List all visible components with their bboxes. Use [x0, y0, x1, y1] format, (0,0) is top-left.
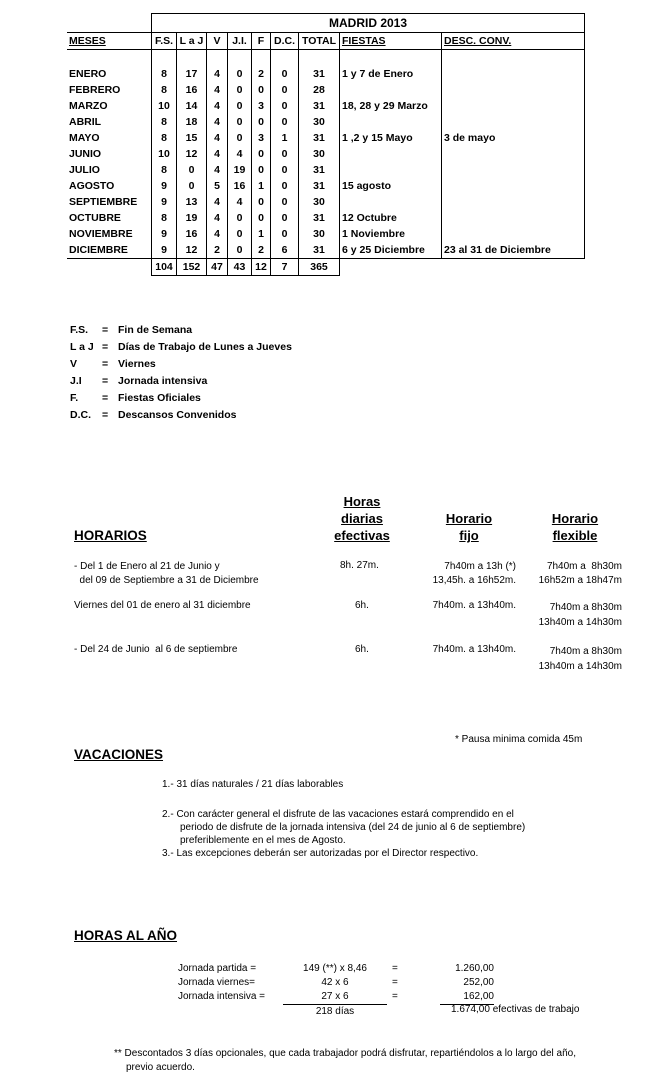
cell-month: MARZO [69, 100, 108, 112]
legend [70, 322, 370, 426]
cell-ji: 19 [228, 162, 252, 178]
cell-dc: 0 [271, 146, 299, 162]
total-ji: 43 [228, 259, 252, 276]
legend-eq: = [102, 324, 109, 336]
cell-total: 31 [299, 162, 340, 178]
cell-fiestas [340, 146, 442, 162]
horario-row-fijo [420, 600, 516, 611]
header-months: MESES [67, 33, 152, 50]
vacaciones-title: VACACIONES [74, 747, 164, 762]
horario-row-period [74, 644, 237, 655]
fijo-line: 7h40m. a 13h40m. [432, 600, 516, 611]
cell-f: 2 [252, 66, 271, 82]
cell-ji: 0 [228, 130, 252, 146]
fijo-line: 7h40m a 13h (*) [444, 561, 516, 572]
horas-eq: = [392, 977, 398, 988]
footnote-line: ** Descontados 3 días opcionales, que cada trabajador podrá disfrutar, repartiéndolos a lo largo del año, [114, 1048, 576, 1059]
legend-key: F.S. [70, 324, 89, 336]
cell-desc: 23 al 31 de Diciembre [442, 242, 585, 259]
calendar-row [67, 114, 585, 130]
cell-ji: 0 [228, 98, 252, 114]
cell-fiestas [340, 82, 442, 98]
cell-ji: 0 [228, 82, 252, 98]
horario-row-fijo [420, 644, 516, 655]
header-horas [322, 493, 402, 544]
calendar-row [67, 210, 585, 226]
cell-ji: 4 [228, 194, 252, 210]
cell-month: AGOSTO [69, 180, 115, 192]
cell-month: SEPTIEMBRE [69, 196, 138, 208]
cell-ji: 16 [228, 178, 252, 194]
legend-key: J.I [70, 375, 82, 387]
horas-values [440, 962, 494, 1005]
cell-dc: 1 [271, 130, 299, 146]
horario-row-fijo [420, 560, 516, 588]
legend-eq: = [102, 358, 109, 370]
cell-fs: 8 [152, 114, 177, 130]
legend-item [70, 322, 370, 339]
horas-total-value: 1.674,00 efectivas de trabajo [451, 1004, 580, 1015]
cell-v: 4 [207, 82, 228, 98]
cell-total: 30 [299, 226, 340, 242]
legend-key: V [70, 358, 78, 370]
header-horas-line: efectivas [334, 528, 390, 543]
horario-row-horas: 8h. 27m. [340, 560, 379, 571]
cell-laj: 16 [177, 82, 207, 98]
calendar-row [67, 194, 585, 210]
legend-item [70, 407, 370, 424]
horas-label: Jornada partida = [178, 963, 257, 974]
header-dc: D.C. [271, 33, 299, 50]
cell-desc: 3 de mayo [442, 130, 585, 146]
period-line: Viernes del 01 de enero al 31 diciembre [74, 600, 251, 611]
cell-fiestas: 6 y 25 Diciembre [340, 242, 442, 259]
calendar-row [67, 82, 585, 98]
flexible-line: 7h40m a 8h30m [549, 602, 622, 613]
legend-value: Días de Trabajo de Lunes a Jueves [118, 341, 292, 353]
cell-ji: 4 [228, 146, 252, 162]
cell-desc [442, 162, 585, 178]
flexible-line: 16h52m a 18h47m [538, 575, 622, 586]
cell-v: 4 [207, 226, 228, 242]
cell-v: 4 [207, 146, 228, 162]
vacaciones-line: 2.- Con carácter general el disfrute de las vacaciones estará comprendido en el [162, 809, 514, 820]
horas-eq: = [392, 991, 398, 1002]
header-flexible [535, 510, 615, 544]
cell-laj: 17 [177, 66, 207, 82]
horas-calcs [283, 962, 387, 1019]
cell-total: 31 [299, 178, 340, 194]
cell-laj: 0 [177, 178, 207, 194]
cell-total: 31 [299, 98, 340, 114]
cell-total: 31 [299, 66, 340, 82]
pausa-note: * Pausa minima comida 45m [455, 734, 583, 745]
footnote-line: previo acuerdo. [126, 1062, 195, 1073]
period-line: - Del 24 de Junio al 6 de septiembre [74, 644, 238, 655]
cell-laj: 16 [177, 226, 207, 242]
cell-month: OCTUBRE [69, 212, 121, 224]
cell-laj: 13 [177, 194, 207, 210]
legend-value: Fin de Semana [118, 324, 193, 336]
legend-key: L a J [70, 341, 94, 353]
cell-dc: 0 [271, 66, 299, 82]
cell-fs: 9 [152, 194, 177, 210]
cell-f: 3 [252, 130, 271, 146]
cell-fs: 8 [152, 66, 177, 82]
horario-row-flexible [528, 644, 622, 674]
flexible-line: 7h40m a 8h30m [546, 561, 622, 572]
cell-fs: 9 [152, 242, 177, 259]
cell-f: 0 [252, 146, 271, 162]
cell-ji: 0 [228, 114, 252, 130]
cell-f: 0 [252, 194, 271, 210]
total-total: 365 [299, 259, 340, 276]
vacaciones-line: preferiblemente en el mes de Agosto. [180, 835, 346, 846]
cell-laj: 12 [177, 146, 207, 162]
header-fijo-line: fijo [459, 528, 479, 543]
flexible-line: 7h40m a 8h30m [549, 646, 622, 657]
total-laj: 152 [177, 259, 207, 276]
horas-eqs [392, 962, 398, 1004]
horas-total-days: 218 días [315, 1006, 355, 1017]
cell-dc: 0 [271, 162, 299, 178]
cell-desc [442, 146, 585, 162]
cell-dc: 0 [271, 210, 299, 226]
cell-ji: 0 [228, 210, 252, 226]
horas-label: Jornada viernes= [178, 977, 255, 988]
flexible-line: 13h40m a 14h30m [538, 661, 622, 672]
cell-fiestas [340, 114, 442, 130]
cell-f: 3 [252, 98, 271, 114]
horas-value: 1.260,00 [455, 963, 494, 974]
vacaciones-line: 3.- Las excepciones deberán ser autorizadas por el Director respectivo. [162, 848, 479, 859]
horario-row-period [74, 600, 251, 611]
cell-dc: 0 [271, 194, 299, 210]
calendar-row [67, 242, 585, 259]
cell-month: JULIO [69, 164, 100, 176]
vacaciones-item-3 [162, 848, 478, 859]
calendar-row [67, 98, 585, 114]
horas-label: Jornada intensiva = [178, 991, 266, 1002]
cell-dc: 0 [271, 82, 299, 98]
horario-row-horas: 6h. [355, 644, 369, 655]
header-fiestas: FIESTAS [340, 33, 442, 50]
cell-desc [442, 98, 585, 114]
cell-f: 0 [252, 210, 271, 226]
cell-fiestas: 15 agosto [340, 178, 442, 194]
legend-item [70, 373, 370, 390]
cell-v: 5 [207, 178, 228, 194]
vacaciones-line: 1.- 31 días naturales / 21 días laborables [162, 779, 344, 790]
header-horas-line: Horas [343, 494, 381, 509]
header-fs: F.S. [152, 33, 177, 50]
horario-row-period [74, 560, 259, 588]
cell-v: 4 [207, 114, 228, 130]
period-line: - Del 1 de Enero al 21 de Junio y [74, 561, 220, 572]
cell-v: 2 [207, 242, 228, 259]
cell-total: 30 [299, 114, 340, 130]
total-v: 47 [207, 259, 228, 276]
legend-eq: = [102, 409, 109, 421]
cell-f: 1 [252, 226, 271, 242]
cell-f: 0 [252, 162, 271, 178]
calendar-row [67, 162, 585, 178]
flexible-line: 13h40m a 14h30m [538, 617, 622, 628]
legend-key: F. [70, 392, 79, 404]
horas-eq: = [392, 963, 398, 974]
header-horas-line: diarias [341, 511, 383, 526]
vacaciones-item-2 [162, 808, 525, 847]
cell-dc: 6 [271, 242, 299, 259]
cell-desc [442, 194, 585, 210]
cell-fiestas: 12 Octubre [340, 210, 442, 226]
horas-value: 252,00 [463, 977, 494, 988]
fijo-line: 7h40m. a 13h40m. [432, 644, 516, 655]
footnote [114, 1047, 576, 1075]
cell-month: ENERO [69, 68, 107, 80]
period-line: del 09 de Septiembre a 31 de Diciembre [74, 575, 259, 586]
legend-item [70, 339, 370, 356]
cell-v: 4 [207, 210, 228, 226]
cell-month: FEBRERO [69, 84, 121, 96]
cell-month: NOVIEMBRE [69, 228, 133, 240]
calendar-row [67, 226, 585, 242]
cell-total: 30 [299, 146, 340, 162]
cell-fs: 10 [152, 146, 177, 162]
header-f: F [252, 33, 271, 50]
calendar-row [67, 146, 585, 162]
fijo-line: 13,45h. a 16h52m. [432, 575, 516, 586]
legend-key: D.C. [70, 409, 91, 421]
horas-value: 162,00 [440, 990, 494, 1005]
cell-desc [442, 178, 585, 194]
cell-f: 0 [252, 82, 271, 98]
calendar-row [67, 66, 585, 82]
cell-total: 31 [299, 210, 340, 226]
cell-fs: 8 [152, 162, 177, 178]
header-flexible-line: flexible [552, 528, 598, 543]
cell-month: JUNIO [69, 148, 102, 160]
cell-desc [442, 66, 585, 82]
header-fijo-line: Horario [445, 511, 493, 526]
cell-fiestas: 1 y 7 de Enero [340, 66, 442, 82]
header-v: V [207, 33, 228, 50]
cell-laj: 0 [177, 162, 207, 178]
header-laj: L a J [177, 33, 207, 50]
cell-total: 31 [299, 242, 340, 259]
header-ji: J.I. [228, 33, 252, 50]
cell-desc [442, 82, 585, 98]
cell-desc [442, 226, 585, 242]
cell-desc [442, 210, 585, 226]
cell-fs: 8 [152, 130, 177, 146]
horas-ano-title: HORAS AL AÑO [74, 928, 178, 943]
cell-fs: 8 [152, 82, 177, 98]
total-dc: 7 [271, 259, 299, 276]
cell-dc: 0 [271, 226, 299, 242]
cell-fs: 9 [152, 226, 177, 242]
vacaciones-item-1 [162, 779, 343, 790]
legend-value: Viernes [118, 358, 156, 370]
cell-total: 30 [299, 194, 340, 210]
cell-total: 28 [299, 82, 340, 98]
cell-fiestas [340, 194, 442, 210]
cell-month: ABRIL [69, 116, 102, 128]
legend-item [70, 356, 370, 373]
cell-ji: 0 [228, 242, 252, 259]
header-total: TOTAL [299, 33, 340, 50]
horario-row-flexible [528, 560, 622, 588]
calendar-row [67, 178, 585, 194]
cell-ji: 0 [228, 66, 252, 82]
header-fijo [429, 510, 509, 544]
cell-month: DICIEMBRE [69, 244, 128, 256]
cell-month: MAYO [69, 132, 100, 144]
total-fs: 104 [152, 259, 177, 276]
cell-fs: 9 [152, 178, 177, 194]
horario-row-horas: 6h. [355, 600, 369, 611]
horarios-title: HORARIOS [74, 528, 147, 543]
legend-eq: = [102, 375, 109, 387]
cell-laj: 14 [177, 98, 207, 114]
cell-fs: 10 [152, 98, 177, 114]
cell-total: 31 [299, 130, 340, 146]
cell-f: 1 [252, 178, 271, 194]
legend-value: Descansos Convenidos [118, 409, 237, 421]
cell-dc: 0 [271, 114, 299, 130]
horas-calc: 27 x 6 [283, 990, 387, 1005]
cell-dc: 0 [271, 98, 299, 114]
total-f: 12 [252, 259, 271, 276]
horario-row-flexible [528, 600, 622, 630]
cell-v: 4 [207, 194, 228, 210]
cell-laj: 18 [177, 114, 207, 130]
cell-fiestas [340, 162, 442, 178]
header-flexible-line: Horario [551, 511, 599, 526]
vacaciones-line: periodo de disfrute de la jornada intensiva (del 24 de junio al 6 de septiembre) [180, 822, 526, 833]
cell-v: 4 [207, 162, 228, 178]
cell-laj: 12 [177, 242, 207, 259]
cell-ji: 0 [228, 226, 252, 242]
legend-eq: = [102, 341, 109, 353]
legend-value: Fiestas Oficiales [118, 392, 201, 404]
cell-dc: 0 [271, 178, 299, 194]
header-desc: DESC. CONV. [442, 33, 585, 50]
cell-v: 4 [207, 98, 228, 114]
calendar-title: MADRID 2013 [152, 14, 585, 33]
cell-v: 4 [207, 66, 228, 82]
calendar-row [67, 130, 585, 146]
legend-eq: = [102, 392, 109, 404]
calendar-table [67, 13, 585, 276]
cell-laj: 19 [177, 210, 207, 226]
horas-labels [178, 962, 265, 1004]
cell-fs: 8 [152, 210, 177, 226]
cell-f: 0 [252, 114, 271, 130]
horas-calc: 149 (**) x 8,46 [303, 963, 367, 974]
cell-v: 4 [207, 130, 228, 146]
cell-desc [442, 114, 585, 130]
cell-fiestas: 1 ,2 y 15 Mayo [340, 130, 442, 146]
cell-fiestas: 18, 28 y 29 Marzo [340, 98, 442, 114]
horas-calc: 42 x 6 [321, 977, 349, 988]
cell-laj: 15 [177, 130, 207, 146]
legend-item [70, 390, 370, 407]
legend-value: Jornada intensiva [118, 375, 208, 387]
cell-f: 2 [252, 242, 271, 259]
cell-fiestas: 1 Noviembre [340, 226, 442, 242]
